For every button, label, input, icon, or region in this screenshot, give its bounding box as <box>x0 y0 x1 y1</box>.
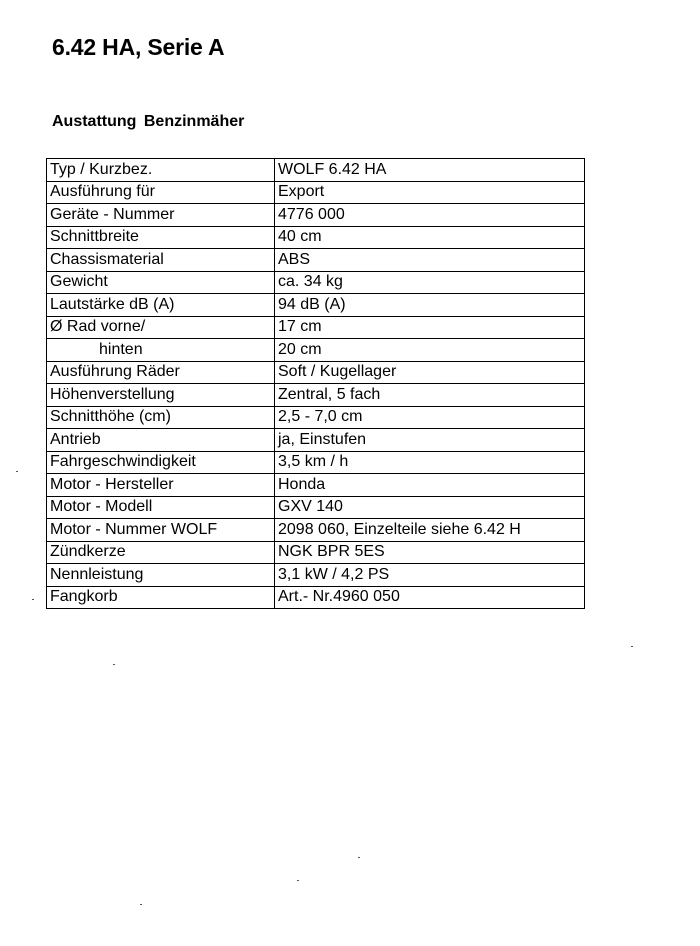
row-label: Fangkorb <box>47 586 275 609</box>
row-label: Ausführung Räder <box>47 361 275 384</box>
table-row <box>47 519 585 542</box>
row-label: Höhenverstellung <box>47 384 275 407</box>
scan-speck <box>140 904 142 905</box>
row-value: 2098 060, Einzelteile siehe 6.42 H <box>275 519 585 542</box>
row-value: ABS <box>275 249 585 272</box>
table-row <box>47 406 585 429</box>
row-label: Gewicht <box>47 271 275 294</box>
table-row <box>47 451 585 474</box>
row-label: Motor - Hersteller <box>47 474 275 497</box>
table-row <box>47 316 585 339</box>
row-value: 3,5 km / h <box>275 451 585 474</box>
row-label: Motor - Modell <box>47 496 275 519</box>
row-label: Zündkerze <box>47 541 275 564</box>
row-label: Schnittbreite <box>47 226 275 249</box>
table-row <box>47 586 585 609</box>
row-label: Fahrgeschwindigkeit <box>47 451 275 474</box>
table-row <box>47 384 585 407</box>
row-label: Motor - Nummer WOLF <box>47 519 275 542</box>
table-row <box>47 541 585 564</box>
table-row <box>47 474 585 497</box>
table-row <box>47 271 585 294</box>
table-row <box>47 429 585 452</box>
row-label: Geräte - Nummer <box>47 204 275 227</box>
row-label: Ø Rad vorne/ <box>47 316 275 339</box>
table-row <box>47 496 585 519</box>
row-value: 94 dB (A) <box>275 294 585 317</box>
row-value: NGK BPR 5ES <box>275 541 585 564</box>
table-row <box>47 564 585 587</box>
row-label: hinten <box>47 339 275 362</box>
page-title: 6.42 HA, Serie A <box>52 34 225 60</box>
row-label: Nennleistung <box>47 564 275 587</box>
section-heading: Austattung Benzinmäher <box>52 113 245 130</box>
row-value: 4776 000 <box>275 204 585 227</box>
scan-speck <box>358 857 360 858</box>
row-label: Lautstärke dB (A) <box>47 294 275 317</box>
scan-speck <box>631 646 633 647</box>
row-value: 3,1 kW / 4,2 PS <box>275 564 585 587</box>
row-label: Antrieb <box>47 429 275 452</box>
row-value: 17 cm <box>275 316 585 339</box>
scan-speck <box>32 599 34 600</box>
table-row <box>47 294 585 317</box>
table-row <box>47 159 585 182</box>
row-value: GXV 140 <box>275 496 585 519</box>
table-row <box>47 339 585 362</box>
row-value: ca. 34 kg <box>275 271 585 294</box>
row-value: Export <box>275 181 585 204</box>
row-label: Ausführung für <box>47 181 275 204</box>
row-label: Typ / Kurzbez. <box>47 159 275 182</box>
spec-table <box>46 158 585 609</box>
row-label: Schnitthöhe (cm) <box>47 406 275 429</box>
table-row <box>47 226 585 249</box>
row-label: Chassismaterial <box>47 249 275 272</box>
table-row <box>47 181 585 204</box>
scan-speck <box>297 880 299 881</box>
row-value: WOLF 6.42 HA <box>275 159 585 182</box>
row-value: 40 cm <box>275 226 585 249</box>
row-value: Honda <box>275 474 585 497</box>
row-value: 2,5 - 7,0 cm <box>275 406 585 429</box>
row-value: 20 cm <box>275 339 585 362</box>
table-row <box>47 361 585 384</box>
row-value: ja, Einstufen <box>275 429 585 452</box>
row-value: Zentral, 5 fach <box>275 384 585 407</box>
row-value: Art.- Nr.4960 050 <box>275 586 585 609</box>
table-row <box>47 249 585 272</box>
row-value: Soft / Kugellager <box>275 361 585 384</box>
scan-speck <box>113 664 115 665</box>
scan-speck <box>16 471 18 472</box>
table-row <box>47 204 585 227</box>
